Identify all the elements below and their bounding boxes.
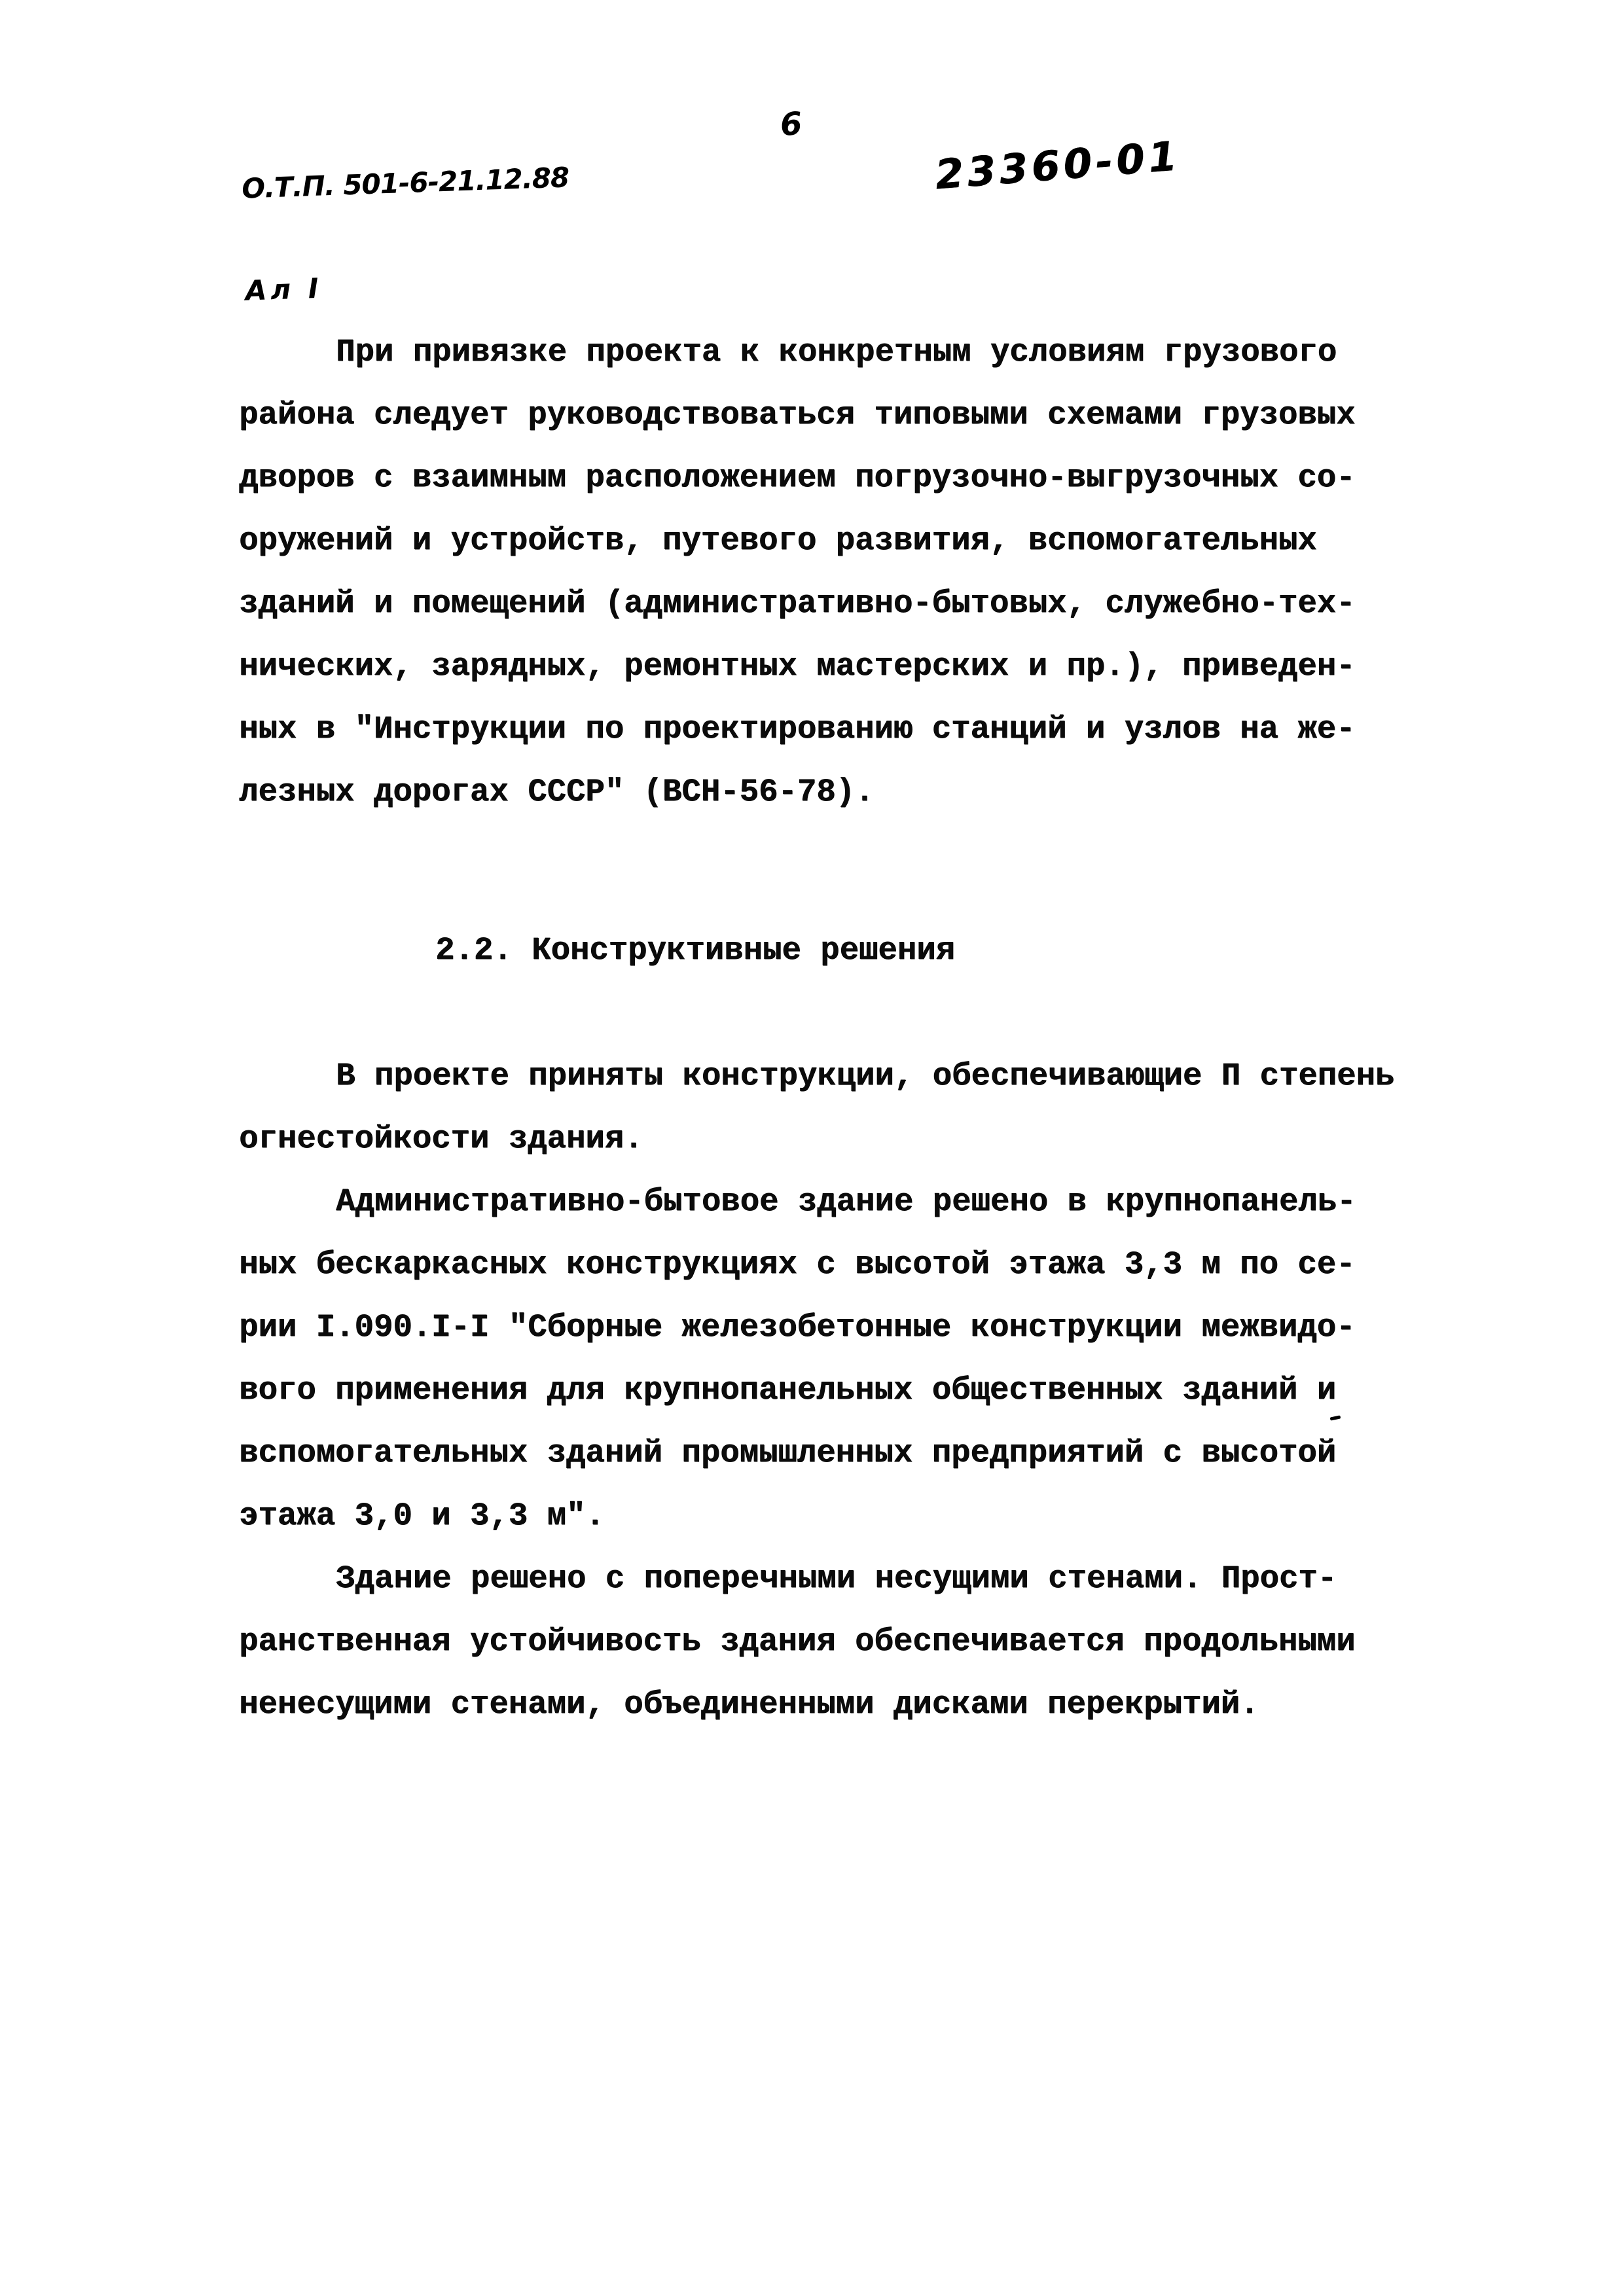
- text-line: дворов с взаимным расположением погрузочно-выгрузочных со-: [239, 459, 1356, 496]
- text-line: вспомогательных зданий промышленных предприятий с высотой: [239, 1435, 1337, 1471]
- text-line: ранственная устойчивость здания обеспечивается продольными: [239, 1623, 1356, 1660]
- paragraph-building-series: [239, 1170, 1391, 1547]
- paragraph-walls: [239, 1547, 1391, 1736]
- document-body: [239, 321, 1395, 1736]
- text-line: оружений и устройств, путевого развития, вспомогательных: [239, 522, 1317, 559]
- annotation-album-number: Ал I: [245, 272, 323, 307]
- text-line: огнестойкости здания.: [239, 1121, 643, 1157]
- section-heading-2-2: 2.2. Конструктивные решения: [435, 932, 955, 969]
- paragraph-fire-resistance: [239, 1045, 1395, 1170]
- text-line: ных бескаркасных конструкциях с высотой этажа 3,3 м по се-: [239, 1246, 1356, 1283]
- text-line: нических, зарядных, ремонтных мастерских и пр.), приведен-: [239, 648, 1356, 685]
- text-line: ных в "Инструкции по проектированию станций и узлов на же-: [239, 711, 1356, 747]
- text-line: района следует руководствоваться типовыми схемами грузовых: [239, 397, 1356, 433]
- annotation-doc-code: О.Т.П. 501-6-21.12.88: [241, 161, 569, 205]
- handwritten-doc-number: 23360-01: [933, 132, 1182, 199]
- text-line: При привязке проекта к конкретным условиям грузового: [336, 334, 1337, 370]
- page-number: 6: [779, 105, 804, 144]
- text-line: Административно-бытовое здание решено в крупнопанель-: [336, 1183, 1356, 1220]
- text-line: вого применения для крупнопанельных общественных зданий и: [239, 1372, 1337, 1408]
- text-line: зданий и помещений (административно-бытовых, служебно-тех-: [239, 585, 1356, 622]
- text-line: рии I.090.I-I "Сборные железобетонные конструкции межвидо-: [239, 1309, 1356, 1346]
- text-line: этажа 3,0 и 3,3 м".: [239, 1498, 605, 1534]
- paragraph-intro: [239, 321, 1391, 823]
- text-line: Здание решено с поперечными несущими стенами. Прост-: [336, 1560, 1337, 1597]
- text-line: ненесущими стенами, объединенными дисками перекрытий.: [239, 1686, 1259, 1723]
- text-line: В проекте приняты конструкции, обеспечивающие П степень: [336, 1058, 1395, 1094]
- text-line: лезных дорогах СССР" (ВСН-56-78).: [239, 774, 875, 810]
